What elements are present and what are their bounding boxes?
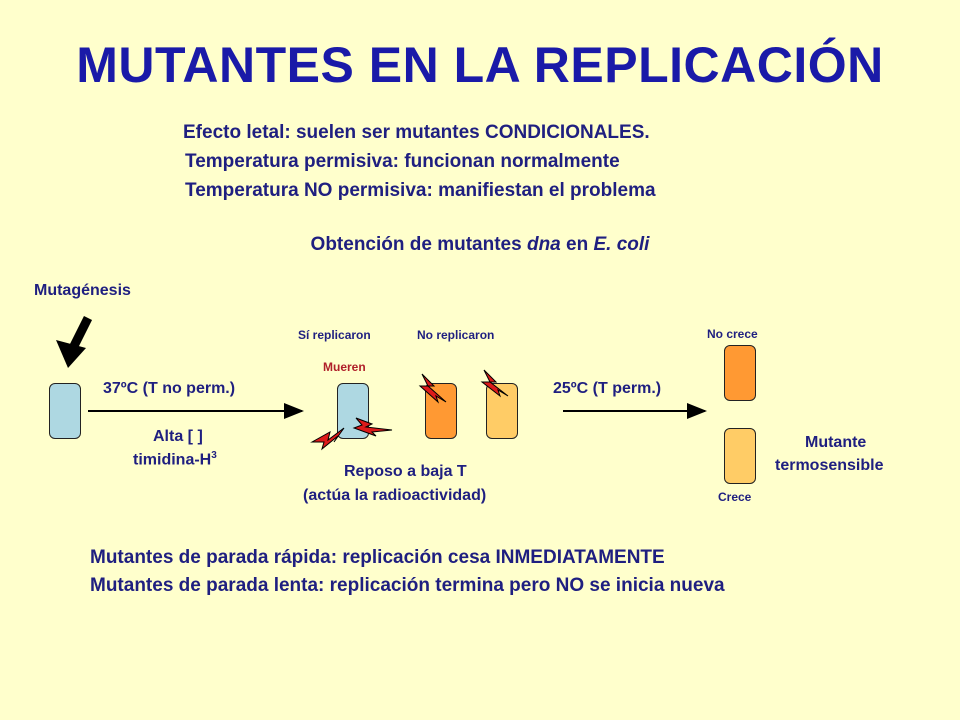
subtitle-organism: E. coli [593,234,650,255]
intro-line-1: Efecto letal: suelen ser mutantes CONDICIONALES. [183,122,650,143]
subtitle-prefix: Obtención de mutantes [310,234,527,255]
intro-line-3: Temperatura NO permisiva: manifiestan el problema [185,180,656,201]
mutante-label: Mutante [805,434,867,451]
thymidine-superscript: 3 [211,450,217,461]
thymidine-text: timidina-H [133,451,212,469]
lightning-bolt-icon [354,418,392,436]
lightning-bolt-icon [420,374,446,402]
mueren-label: Mueren [323,360,366,374]
subtitle-middle: en [560,234,594,255]
lightning-bolt-icon [312,428,344,449]
lightning-bolt-icon [482,370,508,396]
reposo-label-1: Reposo a baja T [344,463,467,480]
bottom-line-1: Mutantes de parada rápida: replicación cesa INMEDIATAMENTE [90,547,665,568]
subtitle-gene: dna [526,234,561,255]
step2-temperature-label: 25ºC (T perm.) [553,380,662,397]
bottom-line-2: Mutantes de parada lenta: replicación termina pero NO se inicia nueva [90,575,725,596]
step1-temperature-label: 37ºC (T no perm.) [103,380,236,397]
no-crece-label: No crece [707,327,758,341]
bottom-notes [90,544,725,600]
no-replicaron-label: No replicaron [417,328,495,342]
crece-label: Crece [718,490,752,504]
step1-condition-label: Alta [ ] [153,428,203,445]
page-title: MUTANTES EN LA REPLICACIÓN [76,37,884,93]
reposo-label-2: (actúa la radioactividad) [303,487,487,504]
termosensible-label: termosensible [775,457,884,474]
mutagenesis-label: Mutagénesis [34,282,131,299]
intro-line-2: Temperatura permisiva: funcionan normalmente [185,151,620,172]
arrow-down-icon [56,318,88,368]
si-replicaron-label: Sí replicaron [298,328,371,342]
